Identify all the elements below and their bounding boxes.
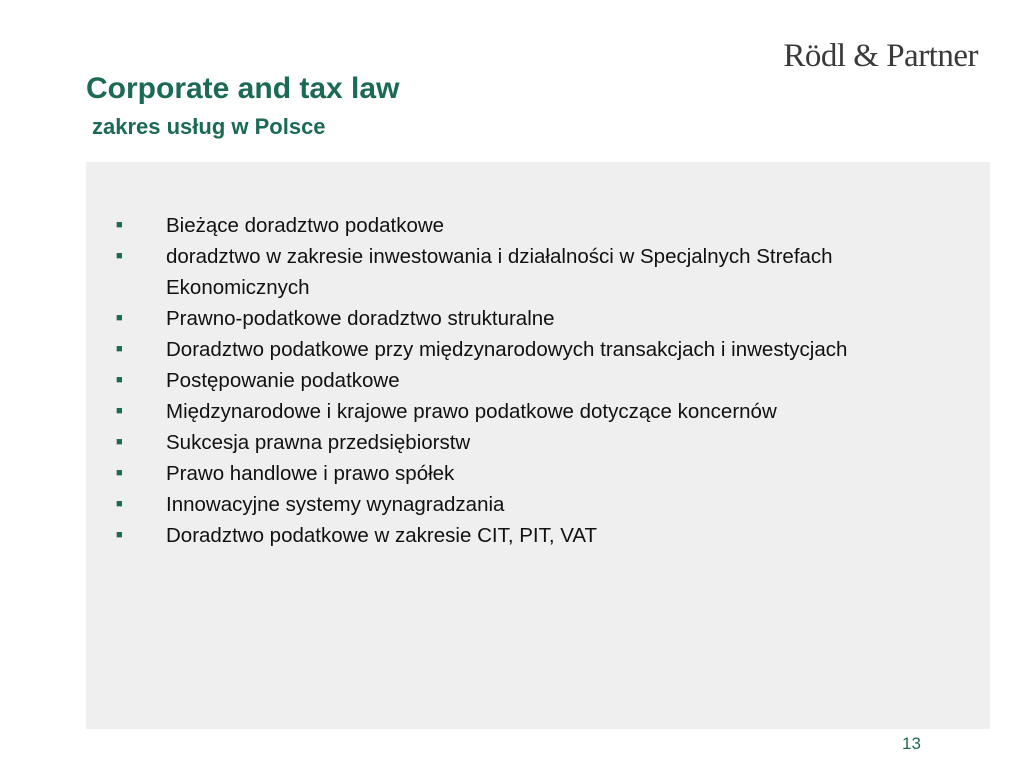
list-item xyxy=(114,458,944,489)
square-bullet-icon: ■ xyxy=(116,436,123,448)
square-bullet-icon: ■ xyxy=(116,529,123,541)
list-item xyxy=(114,210,944,241)
list-item-text: Doradztwo podatkowe przy międzynarodowych transakcjach i inwestycjach xyxy=(166,338,848,361)
page-number: 13 xyxy=(902,734,921,753)
services-list xyxy=(114,210,944,551)
list-item-text: Międzynarodowe i krajowe prawo podatkowe dotyczące koncernów xyxy=(166,400,777,423)
square-bullet-icon: ■ xyxy=(116,312,123,324)
list-item xyxy=(114,489,944,520)
list-item-text: doradztwo w zakresie inwestowania i działalności w Specjalnych Strefach Ekonomicznych xyxy=(166,245,833,299)
square-bullet-icon: ■ xyxy=(116,405,123,417)
square-bullet-icon: ■ xyxy=(116,374,123,386)
square-bullet-icon: ■ xyxy=(116,467,123,479)
list-item-text: Prawo handlowe i prawo spółek xyxy=(166,462,455,485)
list-item xyxy=(114,365,944,396)
list-item xyxy=(114,303,944,334)
square-bullet-icon: ■ xyxy=(116,343,123,355)
square-bullet-icon: ■ xyxy=(116,498,123,510)
list-item-text: Innowacyjne systemy wynagradzania xyxy=(166,493,505,516)
list-item-text: Bieżące doradztwo podatkowe xyxy=(166,214,445,237)
list-item-text: Sukcesja prawna przedsiębiorstw xyxy=(166,431,471,454)
list-item-text: Doradztwo podatkowe w zakresie CIT, PIT, VAT xyxy=(166,524,598,547)
list-item-text: Prawno-podatkowe doradztwo strukturalne xyxy=(166,307,555,330)
list-item xyxy=(114,520,944,551)
list-item xyxy=(114,427,944,458)
list-item-text: Postępowanie podatkowe xyxy=(166,369,400,392)
square-bullet-icon: ■ xyxy=(116,250,123,262)
list-item xyxy=(114,334,944,365)
slide-subtitle: zakres usług w Polsce xyxy=(92,114,326,139)
list-item xyxy=(114,396,944,427)
list-item xyxy=(114,241,944,303)
slide-title: Corporate and tax law xyxy=(86,72,400,105)
square-bullet-icon: ■ xyxy=(116,219,123,231)
company-logo: Rödl & Partner xyxy=(783,38,978,74)
